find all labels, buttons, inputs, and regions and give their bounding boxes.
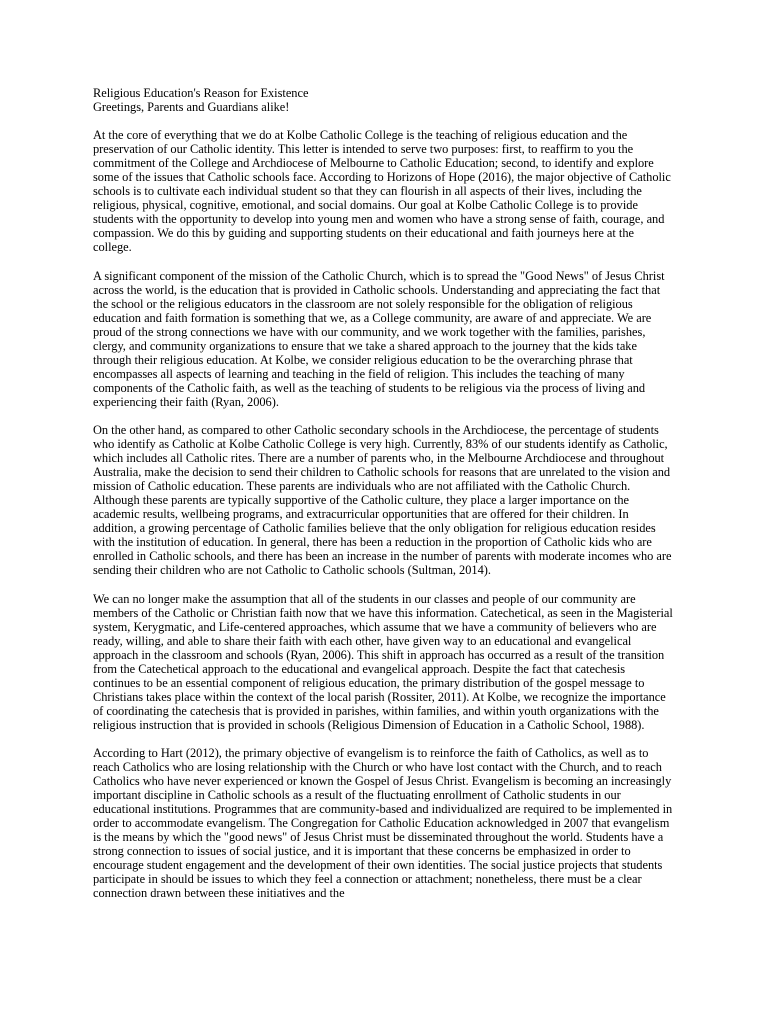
greeting-line: Greetings, Parents and Guardians alike! — [93, 100, 290, 115]
paragraph: On the other hand, as compared to other Catholic secondary schools in the Archdiocese, the percentage of students who identify as Catholic at Kolbe Catholic College is very high. Currently, 83% of our students identify as Catholic, which includes all Catholic rites. There are a number of parents who, in the Melbourne Archdiocese and throughout Australia, make the decision to send their children to Catholic schools for reasons that are unrelated to the vision and mission of Catholic education. These parents are individuals who are not affiliated with the Catholic Church. Although these parents are typically supportive of the Catholic culture, they place a larger importance on the academic results, wellbeing programs, and extracurricular opportunities that are offered for their children. In addition, a growing percentage of Catholic families believe that the only obligation for religious education resides with the institution of education. In general, there has been a reduction in the proportion of Catholic kids who are enrolled in Catholic schools, and there has been an increase in the number of parents with moderate incomes who are sending their children who are not Catholic to Catholic schools (Sultman, 2014). — [93, 422, 672, 578]
paragraph: A significant component of the mission of the Catholic Church, which is to spread the "Good News" of Jesus Christ across the world, is the education that is provided in Catholic schools. Understanding and appreciating the fact that the school or the religious educators in the classroom are not solely responsible for the obligation of religious education and faith formation is something that we, as a College community, are aware of and appreciate. We are proud of the strong connections we have with our community, and we work together with the families, parishes, clergy, and community organizations to ensure that we take a shared approach to the journey that the kids take through their religious education. At Kolbe, we consider religious education to be the overarching phrase that encompasses all aspects of learning and teaching in the field of religion. This includes the teaching of many components of the Catholic faith, as well as the teaching of students to be religious via the process of living and experiencing their faith (Ryan, 2006). — [93, 268, 665, 409]
paragraph: At the core of everything that we do at Kolbe Catholic College is the teaching of religious education and the preservation of our Catholic identity. This letter is intended to serve two purposes: first, to reaffirm to you the commitment of the College and Archdiocese of Melbourne to Catholic Education; second, to identify and explore some of the issues that Catholic schools face. According to Horizons of Hope (2016), the major objective of Catholic schools is to cultivate each individual student so that they can flourish in all aspects of their lives, including the religious, physical, cognitive, emotional, and social domains. Our goal at Kolbe Catholic College is to provide students with the opportunity to develop into young men and women who have a strong sense of faith, courage, and compassion. We do this by guiding and supporting students on their educational and faith journeys here at the college. — [93, 128, 671, 255]
paragraph: According to Hart (2012), the primary objective of evangelism is to reinforce the faith of Catholics, as well as to reach Catholics who are losing relationship with the Church or who have lost contact with the Church, and to reach Catholics who have never experienced or known the Gospel of Jesus Christ. Evangelism is becoming an increasingly important discipline in Catholic schools as a result of the fluctuating enrollment of Catholic students in our educational institutions. Programmes that are community-based and individualized are required to be implemented in order to accommodate evangelism. The Congregation for Catholic Education acknowledged in 2007 that evangelism is the means by which the "good news" of Jesus Christ must be disseminated throughout the world. Students have a strong connection to issues of social justice, and it is important that these concerns be emphasized in order to encourage student engagement and the development of their own identities. The social justice projects that students participate in should be issues to which they feel a connection or attachment; nonetheless, there must be a clear connection drawn between these initiatives and the — [93, 745, 673, 901]
document-title: Religious Education's Reason for Existence — [93, 86, 309, 100]
document-body — [93, 86, 675, 900]
paragraph: We can no longer make the assumption that all of the students in our classes and people of our community are members of the Catholic or Christian faith now that we have this information. Catechetical, as seen in the Magisterial system, Kerygmatic, and Life-centered approaches, which assume that we have a community of believers who are ready, willing, and able to share their faith with each other, have given way to an educational and evangelical approach in the classroom and schools (Ryan, 2006). This shift in approach has occurred as a result of the transition from the Catechetical approach to the educational and evangelical approach. Despite the fact that catechesis continues to be an essential component of religious education, the primary distribution of the gospel message to Christians takes place within the context of the local parish (Rossiter, 2011). At Kolbe, we recognize the importance of coordinating the catechesis that is provided in parishes, within families, and within youth organizations with the religious instruction that is provided in schools (Religious Dimension of Education in a Catholic School, 1988). — [93, 591, 673, 732]
